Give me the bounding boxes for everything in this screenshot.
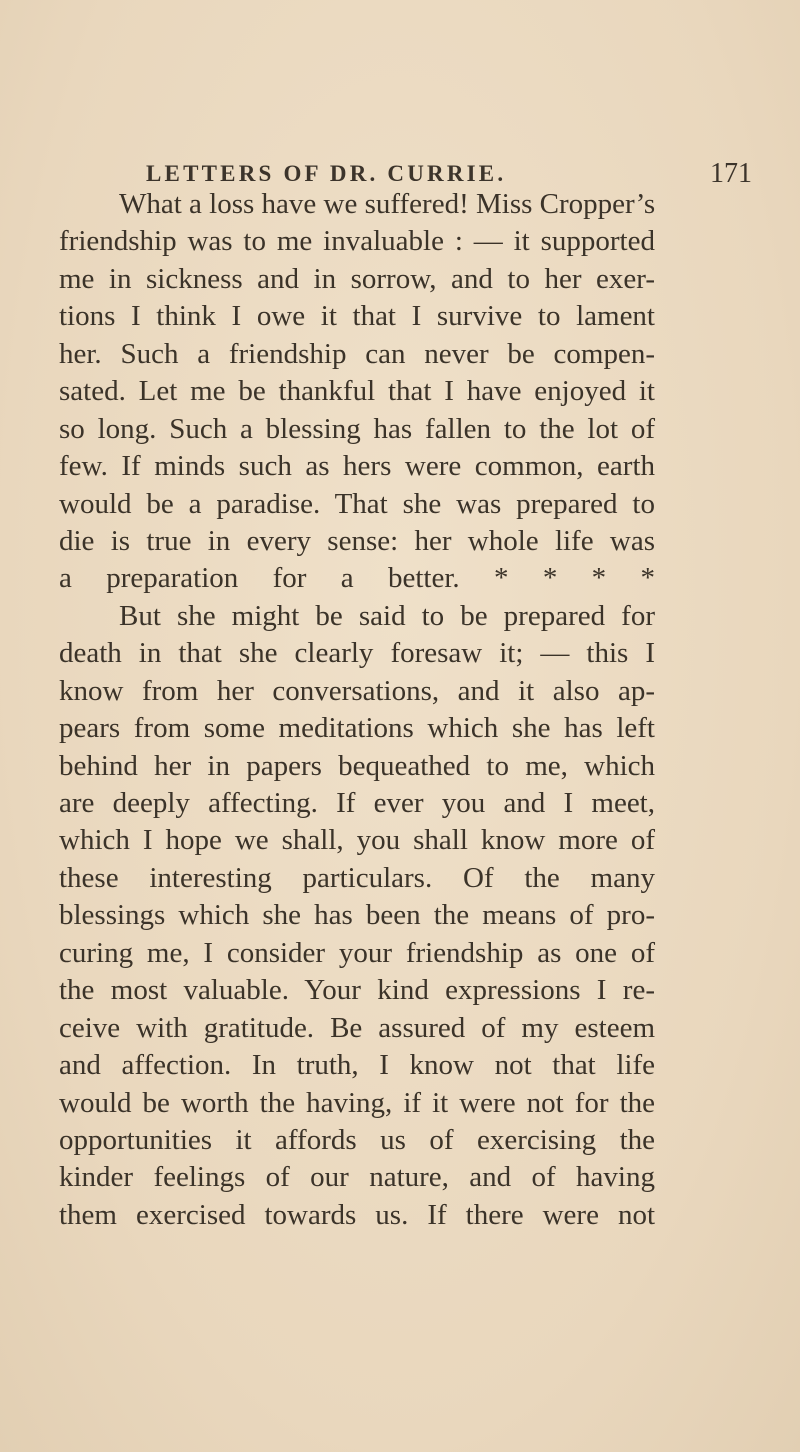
text-line: die is true in every sense: her whole life was [59, 524, 655, 557]
text-line: would be worth the having, if it were not for the [59, 1086, 655, 1119]
text-line: ceive with gratitude. Be assured of my esteem [59, 1011, 655, 1044]
text-line: But she might be said to be prepared for [119, 599, 655, 632]
text-line: are deeply affecting. If ever you and I meet, [59, 787, 655, 819]
text-line: opportunities it affords us of exercising the [59, 1123, 655, 1156]
text-line: kinder feelings of our nature, and of having [59, 1161, 655, 1194]
text-line: blessings which she has been the means of pro- [59, 899, 655, 932]
text-line: a preparation for a better. * * * * [59, 562, 655, 595]
text-line: these interesting particulars. Of the many [59, 861, 655, 894]
text-line: curing me, I consider your friendship as one of [59, 936, 655, 969]
text-line: the most valuable. Your kind expressions I re- [59, 974, 655, 1007]
text-line: would be a paradise. That she was prepared to [59, 487, 655, 520]
text-line: and affection. In truth, I know not that life [59, 1049, 655, 1082]
text-line: them exercised towards us. If there were not [59, 1198, 655, 1231]
text-line: few. If minds such as hers were common, earth [59, 450, 655, 483]
text-line: so long. Such a blessing has fallen to the lot of [59, 412, 655, 445]
running-head-title: LETTERS OF DR. CURRIE. [146, 161, 507, 186]
text-line: pears from some meditations which she has left [59, 712, 655, 745]
body-text [59, 186, 655, 1234]
text-line: death in that she clearly foresaw it; — this I [59, 637, 655, 670]
text-line: tions I think I owe it that I survive to lament [59, 300, 655, 333]
text-line: which I hope we shall, you shall know more of [59, 824, 655, 857]
text-line: know from her conversations, and it also ap- [59, 674, 655, 707]
text-line: friendship was to me invaluable : — it supported [59, 225, 655, 258]
text-line: her. Such a friendship can never be compen- [59, 337, 655, 370]
text-line: What a loss have we suffered! Miss Cropper’s [119, 188, 656, 220]
text-line: sated. Let me be thankful that I have enjoyed it [59, 375, 655, 408]
text-line: behind her in papers bequeathed to me, which [59, 749, 655, 782]
page-number: 171 [710, 158, 752, 189]
text-line: me in sickness and in sorrow, and to her exer- [59, 262, 655, 295]
